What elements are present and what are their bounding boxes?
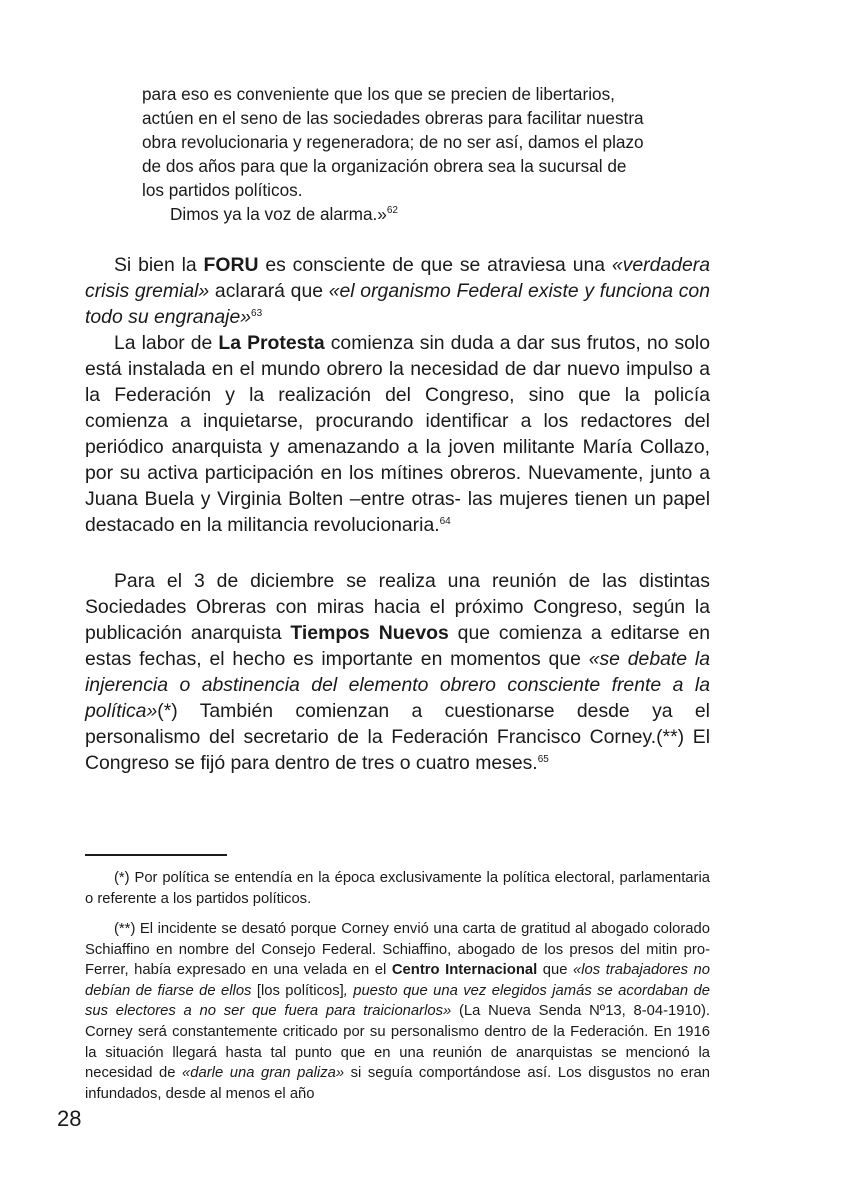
footnote-divider	[85, 854, 227, 856]
footnote-politica: (*) Por política se entendía en la época exclusivamente la política electoral, parlamentaria o referente a los partidos políticos.	[85, 870, 710, 907]
italic-quote: , puesto que una vez elegidos jamás se acordaban de sus electores a no ser que fuera para traicionarlos»	[85, 982, 710, 1020]
bold-term: Centro Internacional	[391, 962, 538, 979]
block-quote	[142, 82, 654, 226]
text-run: [los políticos]	[251, 982, 344, 999]
text-run: La labor de	[114, 332, 219, 354]
footnote-ref: 65	[537, 754, 549, 765]
body-text-block-2	[85, 568, 710, 776]
italic-quote: «se debate la injerencia o abstinencia del elemento obrero consciente frente a la política»	[85, 648, 710, 722]
footnote-incidente	[85, 919, 710, 1104]
italic-quote: «los trabajadores no debían de fiarse de ellos	[85, 962, 710, 999]
text-run: comienza sin duda a dar sus frutos, no solo está instalada en el mundo obrero la necesidad de dar nuevo impulso a la Federación y la realización del Congreso, sino que la policía comienza a inquietarse, procurando identificar a los redactores del periódico anarquista y amenazando a la joven militante María Collazo, por su activa participación en los mítines obreros. Nuevamente, junto a Juana Buela y Virginia Bolten –entre otras- las mujeres tienen un papel destacado en la militancia revolucionaria.	[85, 332, 711, 536]
bold-term: Tiempos Nuevos	[290, 622, 449, 644]
text-run: que comienza a editarse en estas fechas, el hecho es importante en momentos que	[85, 622, 710, 670]
quote-line: actúen en el seno de las sociedades obreras para facilitar nuestra	[142, 108, 644, 128]
quote-line: los partidos políticos.	[142, 180, 303, 200]
bold-term: La Protesta	[218, 332, 325, 354]
quote-line: obra revolucionaria y regeneradora; de no ser así, damos el plazo	[142, 132, 644, 152]
text-run: (**) El incidente se desató porque Corney envió una carta de gratitud al abogado colorado Schiaffino en nombre del Consejo Federal. Schiaffino, abogado de los presos del mitin pro-Ferrer, había expresado en una velada en el	[85, 921, 710, 979]
quote-signoff	[142, 202, 654, 226]
text-run: aclarará que	[209, 280, 329, 302]
paragraph-diciembre	[85, 568, 710, 776]
footnote-ref: 62	[386, 205, 398, 216]
italic-quote: «verdadera crisis gremial»	[85, 254, 710, 302]
quote-line: para eso es conveniente que los que se precien de libertarios,	[142, 84, 615, 104]
paragraph-foru	[85, 252, 710, 330]
italic-quote: «el organismo Federal existe y funciona con todo su engranaje»	[85, 280, 710, 328]
footnote-block-2	[85, 919, 710, 1104]
body-text-block-1	[85, 252, 710, 538]
quote-signoff-text: Dimos ya la voz de alarma.»	[170, 204, 387, 224]
text-run: (La Nueva Senda Nº13, 8-04-1910). Corney será constantemente criticado por su personalismo dentro de la Federación. En 1916 la situación llegará hasta tal punto que en una reunión de anarquistas se mencionó la necesidad de	[85, 1003, 710, 1082]
quote-line: de dos años para que la organización obrera sea la sucursal de	[142, 156, 627, 176]
footnote-ref: 64	[439, 516, 451, 527]
footnote-ref: 63	[251, 308, 263, 319]
footnote-block-1	[85, 868, 710, 909]
text-run: que	[537, 962, 574, 979]
bold-term: FORU	[203, 254, 259, 276]
paragraph-la-protesta	[85, 330, 710, 538]
text-run: Si bien la	[114, 254, 204, 276]
italic-quote: «darle una gran paliza»	[182, 1065, 345, 1082]
page-number: 28	[57, 1106, 82, 1131]
text-run: si seguía comportándose así. Los disgustos no eran infundados, desde al menos el año	[85, 1065, 710, 1102]
text-run: es consciente de que se atraviesa una	[258, 254, 612, 276]
text-run: Para el 3 de diciembre se realiza una reunión de las distintas Sociedades Obreras con miras hacia el próximo Congreso, según la publicación anarquista	[85, 570, 710, 644]
text-run: (*) También comienzan a cuestionarse desde ya el personalismo del secretario de la Federación Francisco Corney.(**) El Congreso se fijó para dentro de tres o cuatro meses.	[85, 700, 710, 774]
